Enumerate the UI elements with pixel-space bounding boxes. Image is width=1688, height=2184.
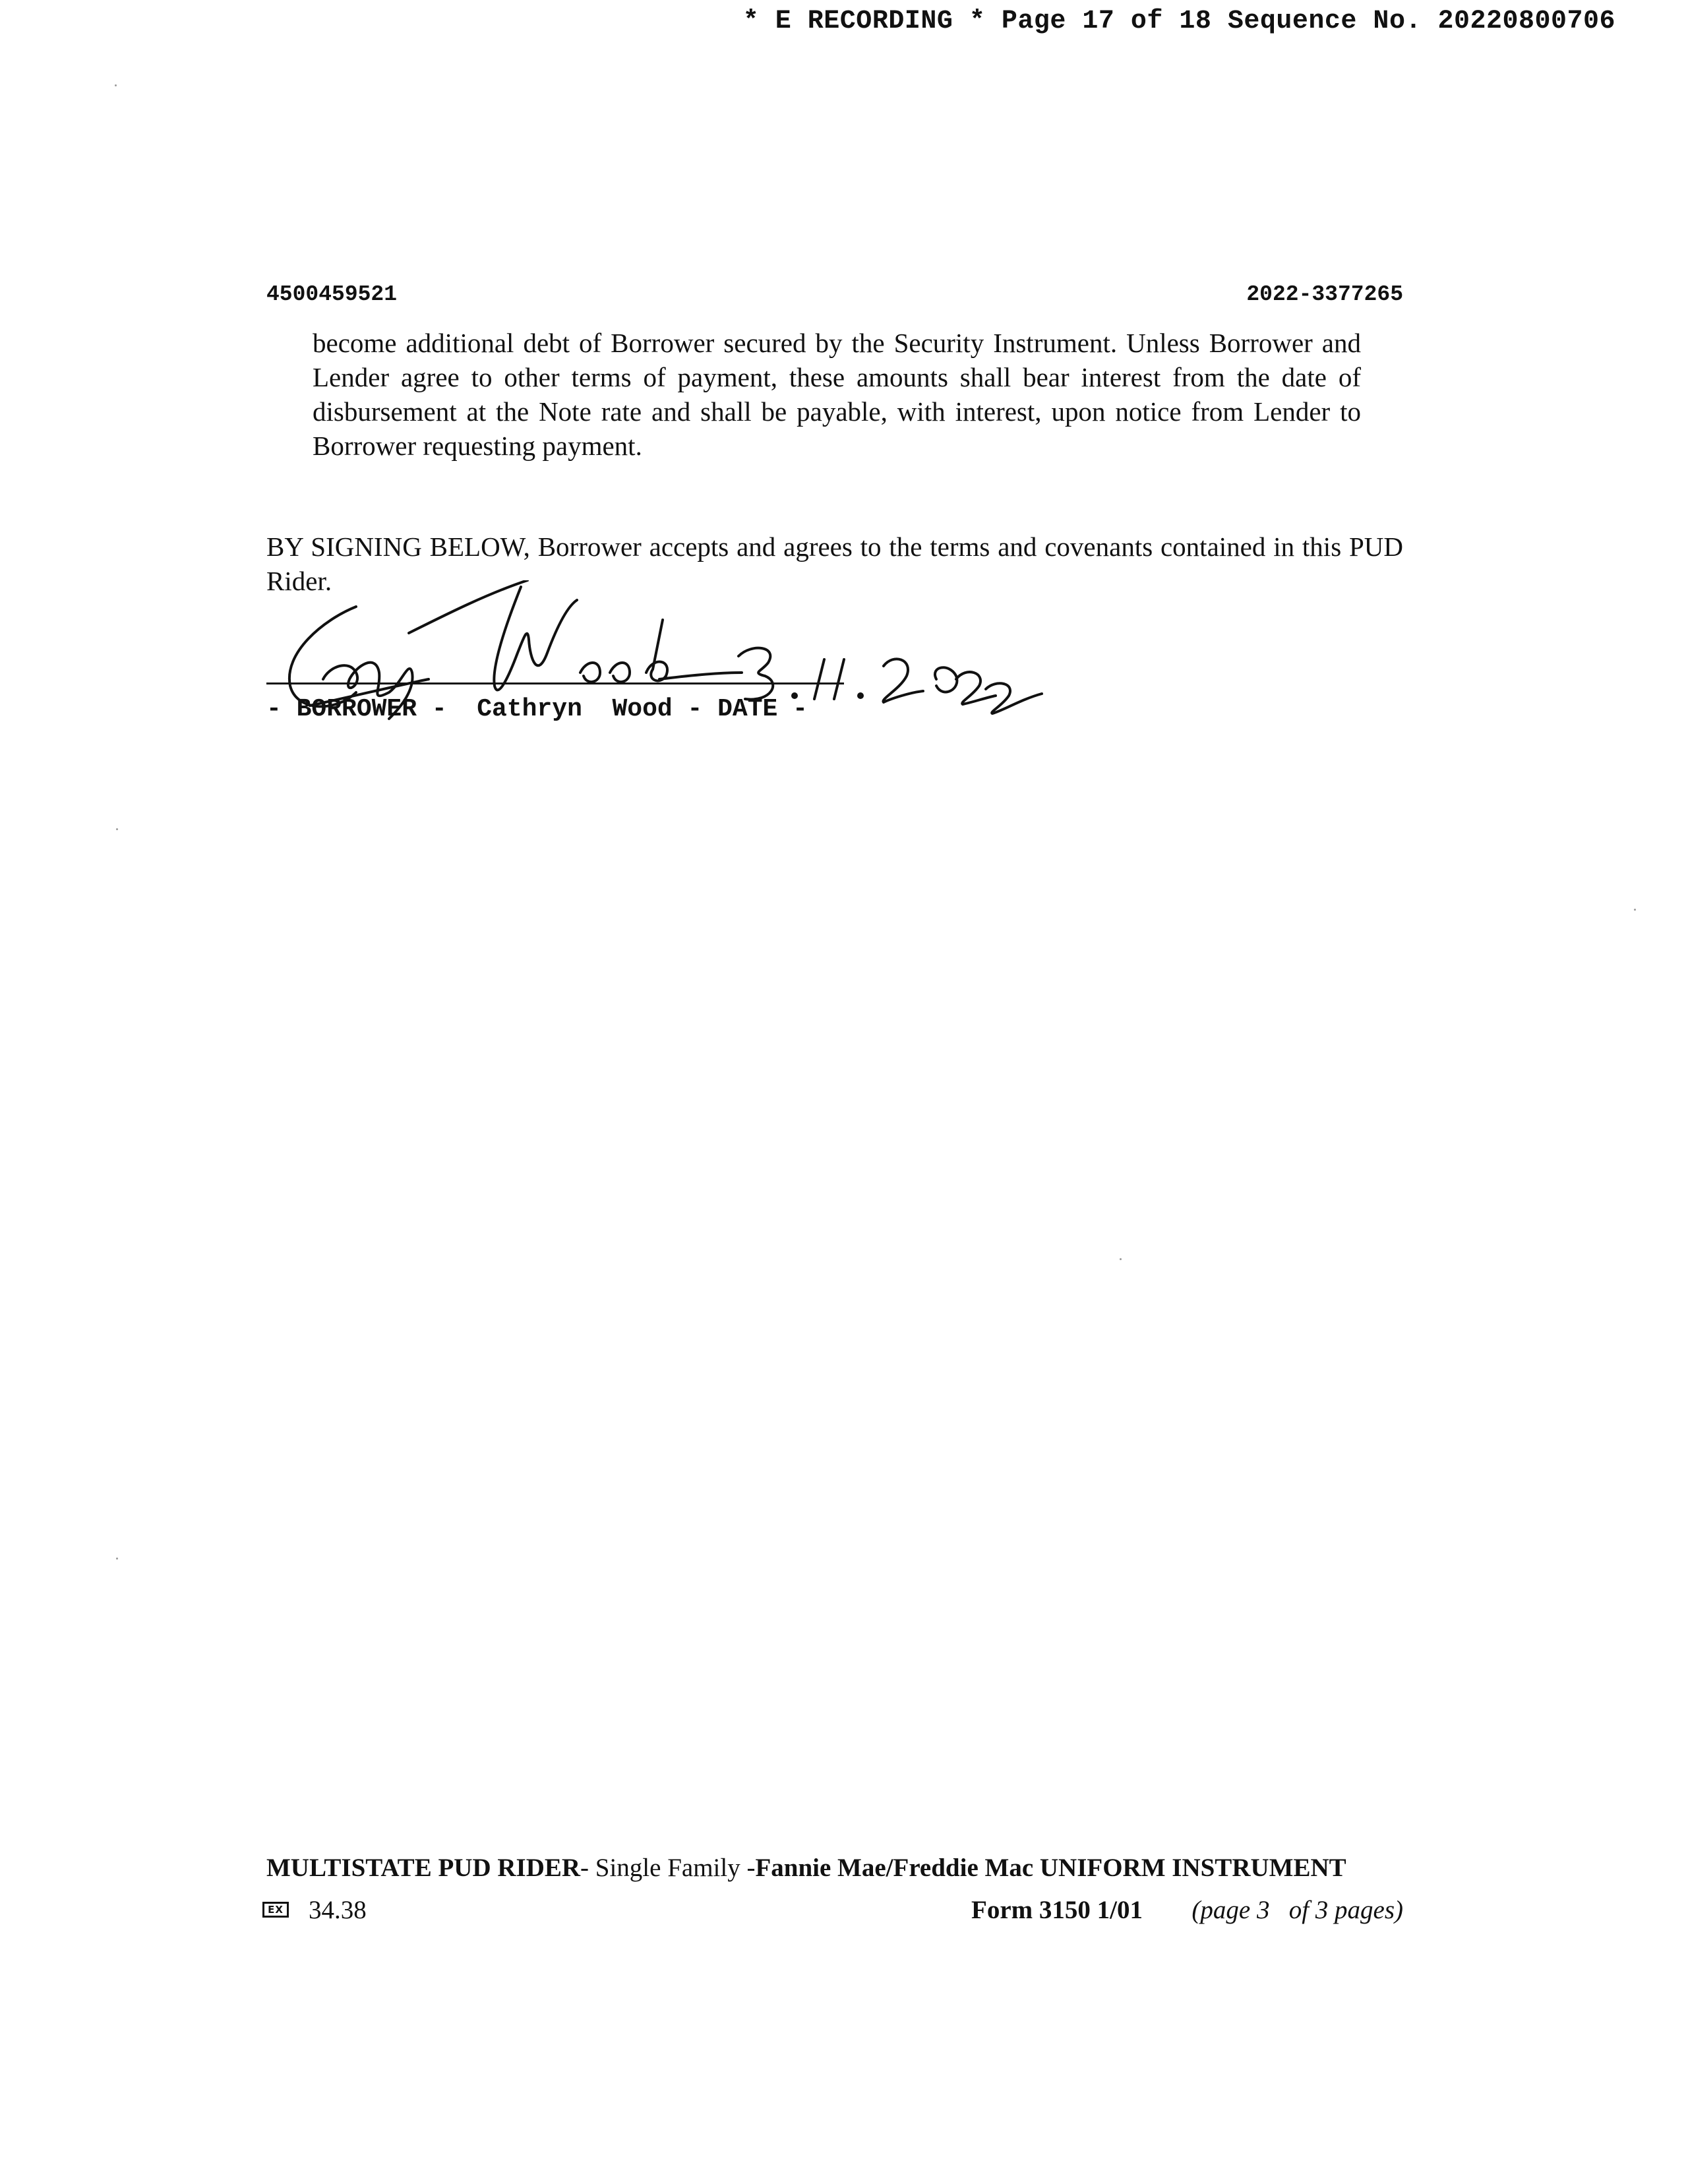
scan-speck — [1120, 1258, 1122, 1260]
form-code: 34.38 — [309, 1896, 367, 1924]
continuation-paragraph: become additional debt of Borrower secured by the Security Instrument. Unless Borrower and Lender agree to other terms of payment, these amounts shall bear interest from the date of disbursement at the Note rate and shall be payable, with interest, upon notice from Lender to Borrower requesting payment. — [313, 328, 1361, 461]
loan-number: 4500459521 — [266, 282, 398, 307]
form-number: Form 3150 1/01 — [971, 1896, 1143, 1924]
footer-title-regular: - Single Family - — [580, 1854, 756, 1882]
footer-row — [262, 1895, 1403, 1929]
footer-title — [266, 1853, 1346, 1883]
borrower-caption: - BORROWER - Cathryn Wood - DATE - — [266, 695, 808, 723]
scan-speck — [116, 1558, 118, 1560]
scan-speck — [115, 84, 117, 86]
footer-title-bold-1: MULTISTATE PUD RIDER — [266, 1854, 581, 1882]
document-number: 2022-3377265 — [1246, 282, 1403, 307]
signing-paragraph: BY SIGNING BELOW, Borrower accepts and agrees to the terms and covenants contained in this PUD Rider. — [266, 531, 1403, 596]
recording-header: * E RECORDING * Page 17 of 18 Sequence No. 20220800706 — [742, 7, 1615, 36]
signature-line — [266, 682, 844, 684]
scan-speck — [116, 828, 118, 830]
scan-speck — [1634, 909, 1636, 911]
page-indicator: (page 3 of 3 pages) — [1191, 1896, 1403, 1924]
ex-badge: EX — [262, 1902, 289, 1918]
footer-title-bold-2: Fannie Mae/Freddie Mac UNIFORM INSTRUMENT — [755, 1854, 1346, 1882]
